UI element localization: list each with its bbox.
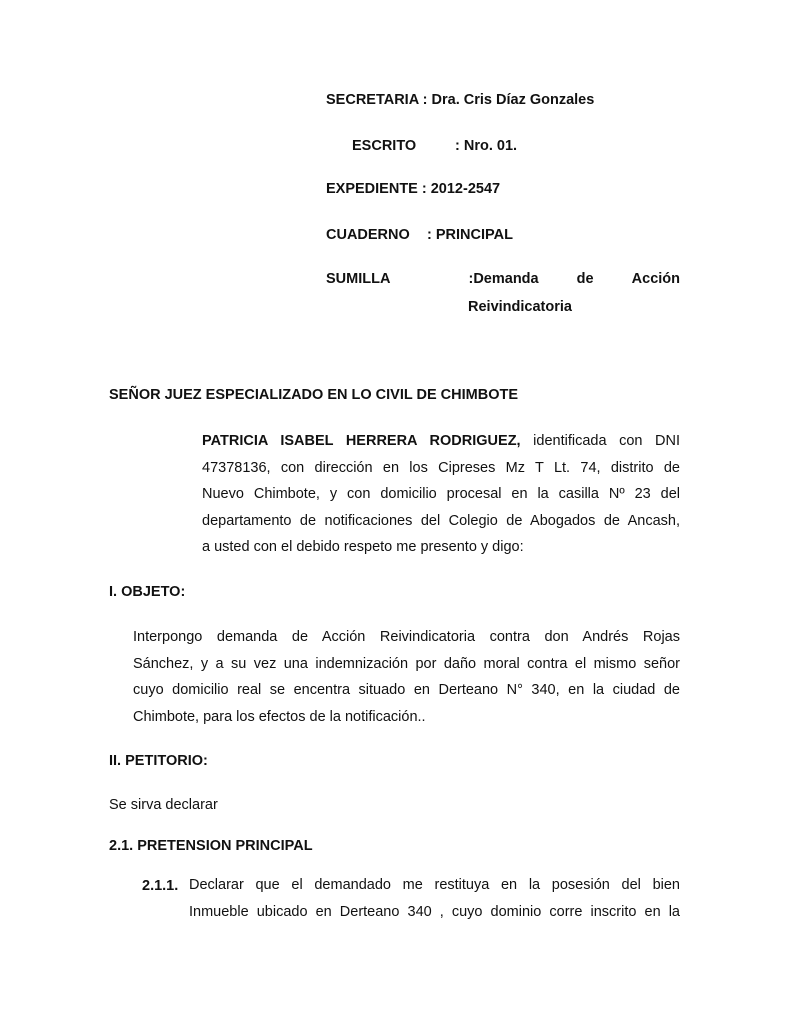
sumilla-row [326, 271, 680, 287]
intro-line-1-rest: identificada con DNI [533, 433, 681, 449]
intro-line-1 [202, 428, 680, 455]
section1-heading: I. OBJETO: [109, 584, 186, 600]
addressee: SEÑOR JUEZ ESPECIALIZADO EN LO CIVIL DE CHIMBOTE [109, 387, 518, 403]
cuaderno-label: CUADERNO [326, 227, 410, 243]
section1-line-3: cuyo domicilio real se encentra situado en Derteano N° 340, en la ciudad de [133, 682, 680, 698]
item-paragraph [189, 872, 680, 925]
intro-line-4: departamento de notificaciones del Colegio de Abogados de Ancash, [202, 512, 680, 529]
section2-intro: Se sirva declarar [109, 797, 218, 813]
sumilla-word-de: de [576, 271, 594, 287]
intro-line-2: 47378136, con dirección en los Cipreses Mz T Lt. 74, distrito de [202, 459, 680, 476]
secretaria-line: SECRETARIA : Dra. Cris Díaz Gonzales [326, 92, 595, 108]
section2-heading: II. PETITORIO: [109, 753, 208, 769]
escrito-value: : Nro. 01. [455, 138, 518, 154]
escrito-label: ESCRITO [352, 138, 417, 154]
petitioner-name: PATRICIA ISABEL HERRERA RODRIGUEZ, [202, 433, 521, 449]
section1-paragraph [133, 624, 680, 730]
section1-line-4: Chimbote, para los efectos de la notificación.. [133, 708, 426, 725]
item-line-2: Inmueble ubicado en Derteano 340 , cuyo dominio corre inscrito en la [189, 903, 680, 920]
sumilla-label: SUMILLA [326, 271, 391, 287]
pretension-principal-heading: 2.1. PRETENSION PRINCIPAL [109, 838, 313, 854]
sumilla-word-accion: Acción [631, 271, 680, 287]
sumilla-word-demanda: :Demanda [468, 271, 539, 287]
item-line-1: Declarar que el demandado me restituya en la posesión del bien [189, 877, 680, 893]
section1-line-1: Interpongo demanda de Acción Reivindicatoria contra don Andrés Rojas [133, 629, 680, 645]
item-number: 2.1.1. [142, 878, 179, 894]
intro-paragraph [202, 428, 680, 561]
intro-line-5: a usted con el debido respeto me presento y digo: [202, 539, 524, 555]
sumilla-line2: Reivindicatoria [468, 299, 572, 315]
cuaderno-value: : PRINCIPAL [427, 227, 513, 243]
section1-line-2: Sánchez, y a su vez una indemnización por daño moral contra el mismo señor [133, 655, 680, 672]
intro-line-3: Nuevo Chimbote, y con domicilio procesal en la casilla Nº 23 del [202, 486, 680, 502]
expediente-line: EXPEDIENTE : 2012-2547 [326, 181, 501, 197]
